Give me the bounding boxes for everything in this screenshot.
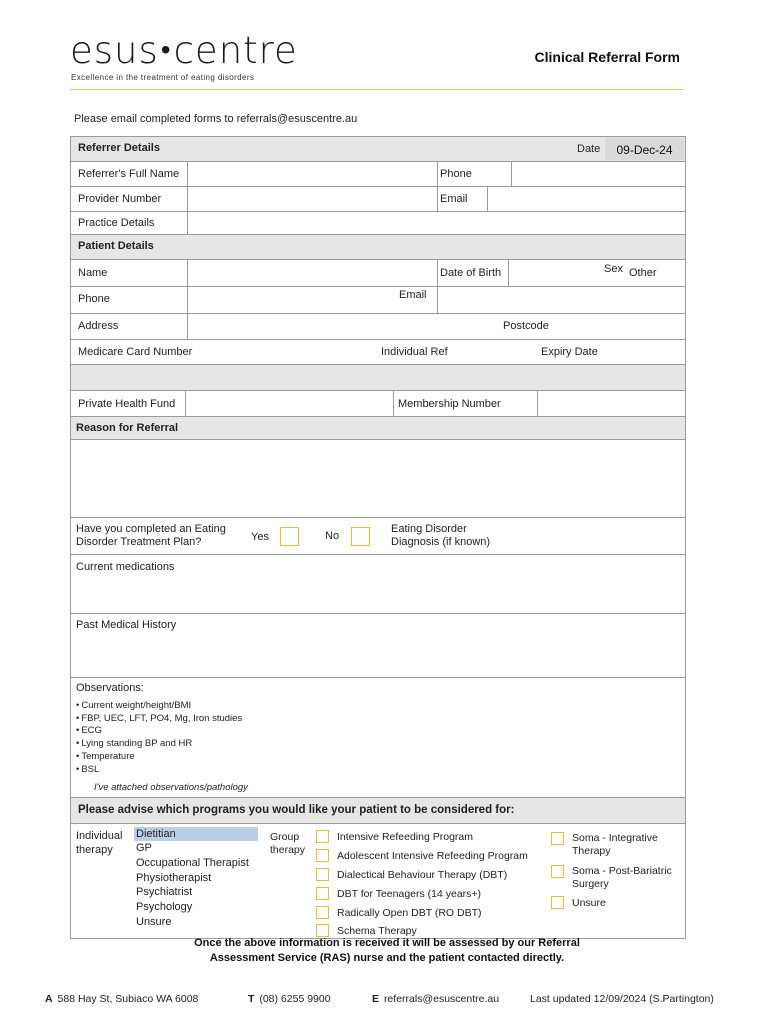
logo-tagline: Excellence in the treatment of eating disorders [71,73,255,82]
soma-bariatric-line1: Soma - Post-Bariatric [572,865,672,877]
soma-integrative-line1: Soma - Integrative [572,832,658,844]
program-label: Radically Open DBT (RO DBT) [337,907,482,919]
observation-item: • FBP, UEC, LFT, PO4, Mg, Iron studies [76,713,242,726]
date-label: Date [577,143,601,155]
plan-question-line1: Have you completed an Eating [76,523,226,535]
program-label: Dialectical Behaviour Therapy (DBT) [337,869,508,881]
provider-number-input[interactable] [188,187,436,211]
group-therapy-label-line1: Group [270,831,300,843]
patient-email-label: Email [399,289,427,301]
referrer-section-title: Referrer Details [78,142,160,154]
observation-item: • Current weight/height/BMI [76,700,242,713]
closing-note [70,936,704,966]
postcode-label: Postcode [503,320,549,332]
medicare-label: Medicare Card Number [78,346,193,358]
patient-section-header [71,235,685,260]
expiry-date-label: Expiry Date [541,346,598,358]
program-checkbox[interactable] [316,868,329,881]
programs-body [71,824,685,938]
footer-phone: T (08) 6255 9900 [248,993,331,1005]
individual-option[interactable]: Dietitian [136,828,176,840]
individual-therapy-label-line2: therapy [76,844,113,856]
practice-details-label: Practice Details [78,217,155,229]
health-fund-input[interactable] [186,391,393,416]
individual-option[interactable]: Unsure [136,916,172,928]
provider-row [71,187,685,212]
closing-line2: Assessment Service (RAS) nurse and the patient contacted directly. [209,952,565,964]
individual-therapy-list[interactable] [134,827,258,935]
individual-therapy-label-line1: Individual [76,830,123,842]
reason-section-header [71,417,685,440]
footer-address: A 588 Hay St, Subiaco WA 6008 [45,993,199,1005]
referrer-section-header [71,137,685,162]
footer-email: E referrals@esuscentre.au [372,993,500,1005]
reason-section-title: Reason for Referral [76,422,179,434]
referrer-phone-input[interactable] [512,162,684,186]
individual-option[interactable]: Psychiatrist [136,886,193,898]
referral-form [70,136,686,939]
program-checkbox[interactable] [316,849,329,862]
medications-label: Current medications [76,561,175,573]
address-row [71,314,685,340]
program-label: Schema Therapy [337,925,417,937]
patient-name-label: Name [78,267,108,279]
medicare-row [71,340,685,365]
observations-box [71,678,685,798]
programs-section-title: Please advise which programs you would like your patient to be considered for: [78,804,515,816]
patient-phone-row [71,287,685,314]
medications-box[interactable] [71,555,685,614]
attached-observations-note: I've attached observations/pathology [94,782,248,793]
form-title: Clinical Referral Form [534,49,680,65]
referrer-name-row [71,162,685,187]
program-checkbox[interactable] [316,887,329,900]
reason-textarea[interactable] [71,440,685,518]
diagnosis-label-line1: Eating Disorder [391,523,467,535]
individual-ref-label: Individual Ref [381,346,448,358]
program-checkbox[interactable] [316,830,329,843]
diagnosis-label-line2: Diagnosis (if known) [391,536,491,548]
referrer-email-label: Email [440,193,468,205]
individual-option[interactable]: Occupational Therapist [136,857,249,869]
health-fund-label: Private Health Fund [78,398,176,410]
referrer-phone-label: Phone [440,168,472,180]
soma-bariatric-checkbox[interactable] [551,865,564,878]
header-divider [70,89,684,90]
medical-history-label: Past Medical History [76,619,177,631]
address-input[interactable] [188,314,684,339]
sex-label: Sex [604,263,623,275]
patient-section-title: Patient Details [78,240,154,252]
observations-label: Observations: [76,682,144,694]
sex-select[interactable]: Other [629,267,657,279]
email-instruction: Please email completed forms to referrals@esuscentre.au [74,113,358,125]
observation-item: • ECG [76,725,242,738]
membership-number-input[interactable] [538,391,684,416]
observation-item: • Lying standing BP and HR [76,738,242,751]
group-therapy-label-line2: therapy [270,844,306,856]
program-label: Adolescent Intensive Refeeding Program [337,850,528,862]
program-checkbox[interactable] [316,906,329,919]
logo-text-right: centre [173,29,298,72]
address-label: Address [78,320,119,332]
soma-bariatric-line2: Surgery [572,878,609,890]
program-label: Intensive Refeeding Program [337,831,473,843]
practice-details-input[interactable] [188,212,684,234]
medical-history-box[interactable] [71,614,685,678]
footer-last-updated: Last updated 12/09/2024 (S.Partington) [530,993,714,1005]
programs-section-header [71,798,685,824]
observation-item: • Temperature [76,751,242,764]
observation-item: • BSL [76,764,242,777]
no-label: No [325,530,340,542]
individual-option[interactable]: Physiotherapist [136,872,212,884]
soma-unsure-label: Unsure [572,897,606,909]
esus-centre-logo [70,30,298,71]
referrer-name-label: Referrer's Full Name [78,168,180,180]
practice-row [71,212,685,235]
provider-number-label: Provider Number [78,193,162,205]
referrer-email-input[interactable] [488,187,684,211]
health-fund-row [71,391,685,417]
referrer-name-input[interactable] [188,162,436,186]
patient-phone-label: Phone [78,293,110,305]
date-field[interactable]: 09-Dec-24 [605,138,684,160]
yes-label: Yes [251,531,269,543]
individual-option[interactable]: Psychology [136,901,193,913]
dob-input[interactable] [509,260,601,286]
logo-dot: • [160,33,172,66]
soma-integrative-line2: Therapy [572,845,611,857]
program-label: DBT for Teenagers (14 years+) [337,888,482,900]
medicare-input-row[interactable] [71,365,685,391]
logo-text-left: esus [70,29,159,72]
no-checkbox[interactable] [351,527,370,546]
plan-question-line2: Disorder Treatment Plan? [76,536,202,548]
dob-label: Date of Birth [440,267,502,279]
patient-name-row [71,260,685,287]
individual-option[interactable]: GP [136,842,152,854]
closing-line1: Once the above information is received it will be assessed by our Referral [194,937,580,949]
soma-integrative-checkbox[interactable] [551,832,564,845]
soma-unsure-checkbox[interactable] [551,896,564,909]
membership-number-label: Membership Number [398,398,501,410]
patient-name-input[interactable] [188,260,436,286]
observations-list [76,700,242,776]
patient-email-input[interactable] [438,287,684,313]
yes-checkbox[interactable] [280,527,299,546]
treatment-plan-row [71,518,685,555]
